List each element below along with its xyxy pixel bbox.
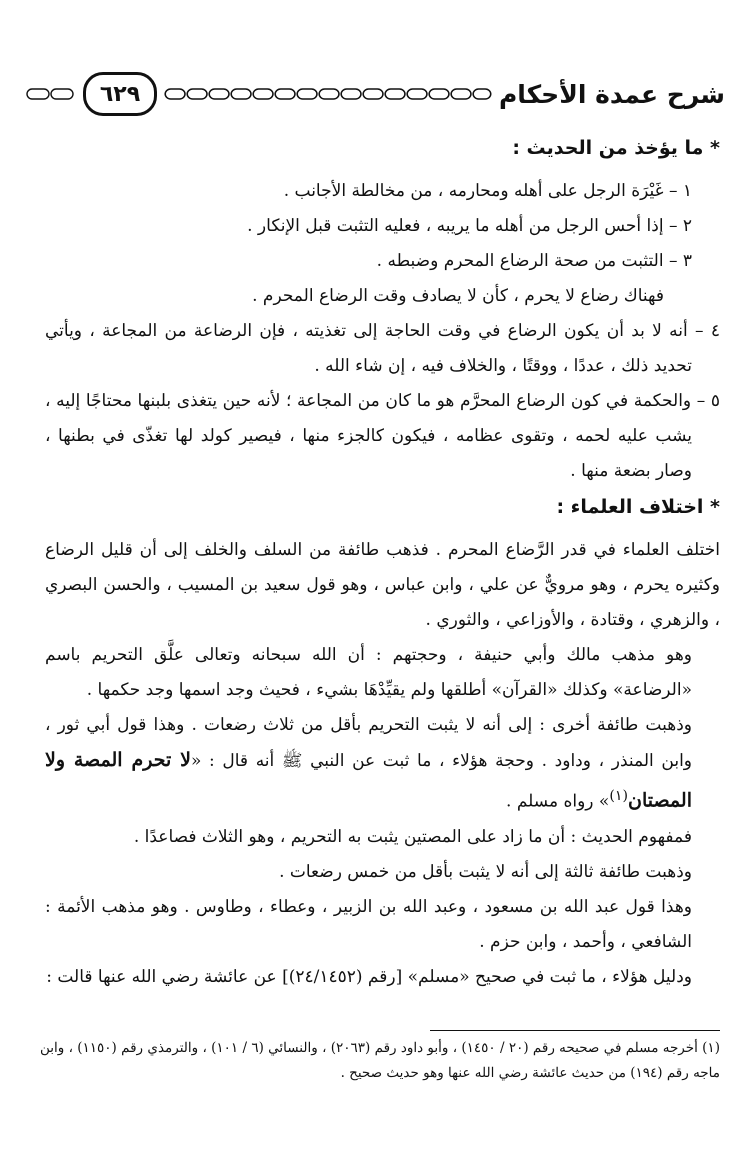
dispute-paragraph: وهذا قول عبد الله بن مسعود ، وعبد الله بن الزبير ، وعطاء ، وطاوس . وهو مذهب الأئمة : الشافعي ، وأحمد ، وابن حزم . bbox=[45, 896, 692, 952]
hadith-quote: لا تحرم المصة ولا المصتان bbox=[45, 749, 692, 812]
dispute-paragraph: ودليل هؤلاء ، ما ثبت في صحيح «مسلم» [رقم (٢٤/١٤٥٢)] عن عائشة رضي الله عنها قالت : bbox=[46, 966, 692, 987]
page-header bbox=[25, 68, 725, 120]
end-ornament bbox=[25, 84, 75, 104]
dispute-heading: * اختلاف العلماء : bbox=[556, 496, 720, 518]
dispute-text: » رواه مسلم . bbox=[506, 791, 610, 812]
dispute-paragraph bbox=[45, 708, 720, 820]
benefit-item: ٤ – أنه لا بد أن يكون الرضاع في وقت الحاجة إلى تغذيته ، فإن الرضاعة من المجاعة ، ويأتي تحديد ذلك ، عددًا ، ووقتًا ، والخلاف فيه ، إن شاء الله . bbox=[45, 321, 720, 376]
benefit-item: ٥ – والحكمة في كون الرضاع المحرَّم هو ما كان من المجاعة ؛ لأنه حين يتغذى بلبنها محتاجًا إليه ، يشب عليه لحمه ، وتقوى عظامه ، فيكون كالجزء منها ، فيصير كولد لها تغذّى في بطنها ، وصار بضعة منها . bbox=[45, 391, 720, 481]
benefit-item: فهناك رضاع لا يحرم ، كأن لا يصادف وقت الرضاع المحرم . bbox=[252, 286, 664, 306]
dispute-paragraph: وذهبت طائفة ثالثة إلى أنه لا يثبت بأقل من خمس رضعات . bbox=[279, 861, 692, 882]
footnote-separator bbox=[430, 1030, 720, 1031]
benefits-heading: * ما يؤخذ من الحديث : bbox=[512, 137, 720, 159]
dispute-paragraph: وهو مذهب مالك وأبي حنيفة ، وحجتهم : أن الله سبحانه وتعالى علَّق التحريم باسم «الرضاعة» وكذلك «القرآن» أطلقها ولم يقيِّدْهَا بشيء ، فحيث وجد اسمها وجد حكمها . bbox=[45, 645, 692, 700]
page-number: ٦٢٩ bbox=[83, 72, 157, 116]
benefit-item: ٣ – التثبت من صحة الرضاع المحرم وضبطه . bbox=[376, 251, 692, 271]
dispute-paragraph: فمفهوم الحديث : أن ما زاد على المصتين يثبت به التحريم ، وهو الثلاث فصاعدًا . bbox=[133, 826, 692, 847]
book-title: شرح عمدة الأحكام bbox=[498, 79, 725, 109]
footnotes bbox=[40, 1036, 720, 1086]
dispute-paragraph: اختلف العلماء في قدر الرَّضاع المحرم . فذهب طائفة من السلف والخلف إلى أن قليل الرضاع وكثيره يحرم ، وهو مرويٌّ عن علي ، وابن عباس ، وهو قول سعيد بن المسيب ، والحسن البصري ، والزهري ، وقتادة ، والأوزاعي ، والثوري . bbox=[45, 540, 720, 630]
benefit-item: ١ – غَيْرَة الرجل على أهله ومحارمه ، من مخالطة الأجانب . bbox=[283, 181, 692, 201]
footnote-marker: (١) bbox=[609, 788, 628, 804]
dispute-text: وذهبت طائفة أخرى : إلى أنه لا يثبت التحريم بأقل من ثلاث رضعات . وهذا قول أبي ثور ، وابن المنذر ، وداود . وحجة هؤلاء ، ما ثبت عن النبي ﷺ أنه قال : « bbox=[45, 715, 692, 771]
main-text bbox=[45, 130, 720, 995]
benefit-item: ٢ – إذا أحس الرجل من أهله ما يريبه ، فعليه التثبت قبل الإنكار . bbox=[247, 216, 692, 236]
footnote: (١) أخرجه مسلم في صحيحه رقم (٢٠ / ١٤٥٠) ، وأبو داود رقم (٢٠٦٣) ، والنسائي (٦ / ١٠١) ، والترمذي رقم (١١٥٠) ، وابن ماجه رقم (١٩٤) من حديث عائشة رضي الله عنها وهو حديث صحيح . bbox=[40, 1040, 720, 1081]
header-ornament bbox=[163, 84, 493, 104]
